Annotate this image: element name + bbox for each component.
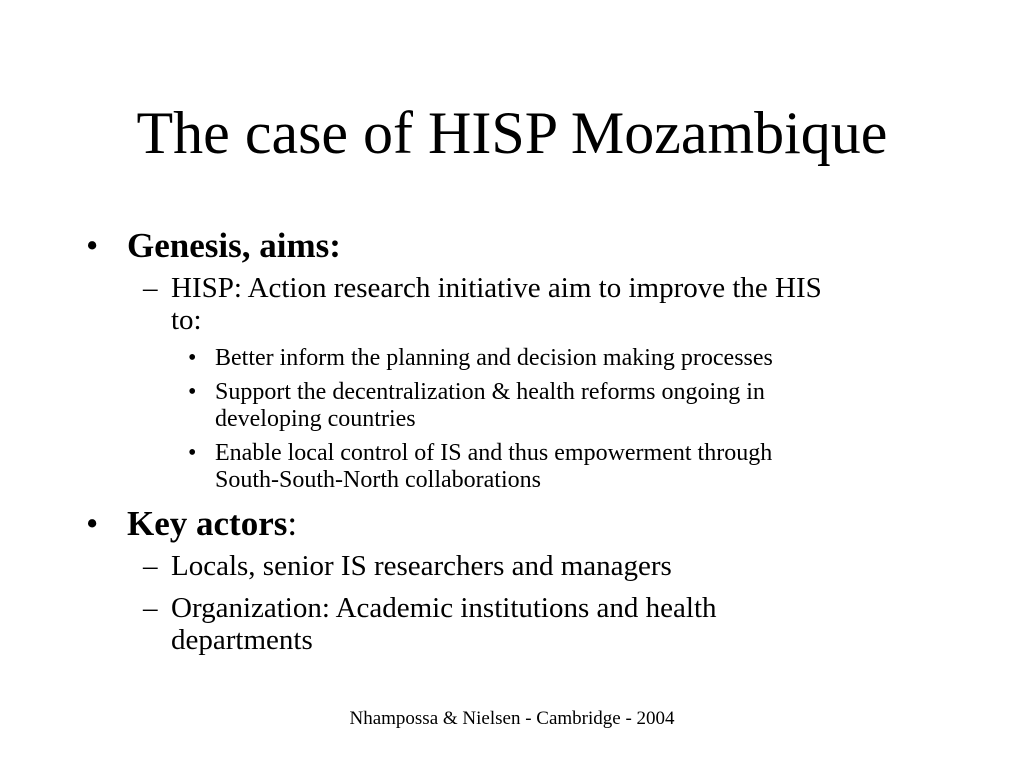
dash-icon: – bbox=[143, 272, 158, 304]
subitem-line: departments bbox=[171, 624, 313, 656]
point-text bbox=[215, 440, 905, 494]
bullet-icon: • bbox=[86, 504, 99, 543]
point-line: developing countries bbox=[215, 406, 416, 432]
subitem-line: Locals, senior IS researchers and managers bbox=[171, 550, 672, 582]
bullet-icon: • bbox=[188, 345, 197, 371]
point-line: Support the decentralization & health reforms ongoing in bbox=[215, 379, 765, 405]
slide-title: The case of HISP Mozambique bbox=[136, 100, 888, 166]
section-heading bbox=[127, 504, 297, 544]
bullet-icon: • bbox=[86, 226, 99, 265]
subitem-line: HISP: Action research initiative aim to improve the HIS bbox=[171, 272, 822, 304]
subitem-line: Organization: Academic institutions and health bbox=[171, 592, 717, 624]
section-heading-colon: : bbox=[287, 504, 298, 543]
point-line: South-South-North collaborations bbox=[215, 467, 541, 493]
bullet-icon: • bbox=[188, 440, 197, 466]
point-line: Better inform the planning and decision making processes bbox=[215, 345, 773, 371]
subitem-line: to: bbox=[171, 304, 202, 336]
subitem-text bbox=[171, 272, 941, 336]
subitem-text bbox=[171, 592, 941, 656]
point-line: Enable local control of IS and thus empowerment through bbox=[215, 440, 773, 466]
section-heading-label: Key actors bbox=[127, 504, 288, 543]
point-text bbox=[215, 345, 905, 372]
dash-icon: – bbox=[143, 592, 158, 624]
dash-icon: – bbox=[143, 550, 158, 582]
section-heading: Genesis, aims: bbox=[127, 226, 341, 265]
subitem-text bbox=[171, 550, 941, 582]
slide-footer: Nhampossa & Nielsen - Cambridge - 2004 bbox=[349, 708, 675, 729]
bullet-icon: • bbox=[188, 379, 197, 405]
point-text bbox=[215, 379, 905, 433]
